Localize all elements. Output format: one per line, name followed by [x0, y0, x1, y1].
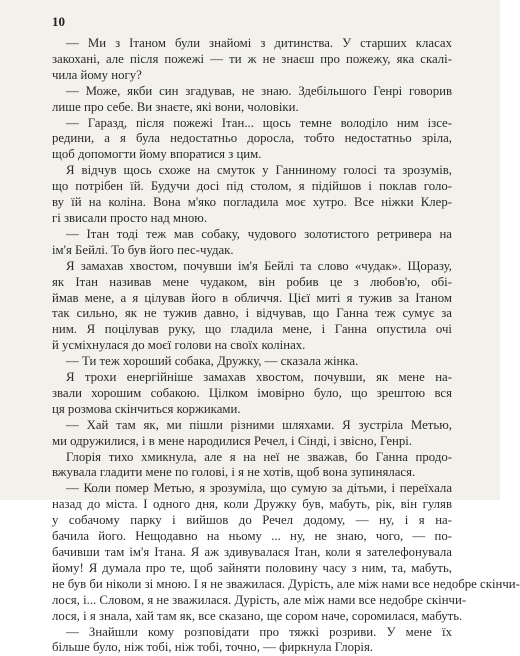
text-line: — Може, якби син згадував, не знаю. Здебільшого Генрі говорив: [66, 83, 452, 98]
text-line: й усміхнулася до моєї голови на своїх колінах.: [52, 338, 306, 353]
text-line: — Коли помер Метью, я зрозуміла, що сумую за дітьми, і переїхала: [66, 481, 452, 496]
text-line: — Ми з Ітаном були знайомі з дитинства. У старших класах: [66, 36, 452, 50]
text-line: гі звисали просто над мною.: [52, 210, 208, 225]
paragraph: [52, 163, 452, 227]
text-line: ймав мене, а я цілував його в обличчя. Цієї миті я тужив за Ітаном: [52, 290, 452, 305]
text-line: не був би ніколи зі мною. І я не зважилася. Дурість, але між нами все недобре скінчи-: [52, 576, 520, 591]
text-line: лише про себе. Ви знаєте, які вони, чоловіки.: [52, 99, 299, 114]
paragraph: [52, 354, 452, 370]
paragraph: [52, 36, 452, 84]
text-line: лося, і... Словом, я не зважилася. Дурість, але між нами все недобре скінчи-: [52, 592, 467, 607]
text-line: Глорія тихо хмикнула, але я на неї не зважав, бо Ганна продо-: [66, 449, 452, 464]
text-line: більше було, ніж тобі, ніж тобі, точно, — фиркнула Глорія.: [52, 640, 374, 655]
text-line: — Хай там як, ми пішли різними шляхами. Я зустріла Метью,: [66, 417, 452, 432]
text-line: бачила його. Нещодавно на ньому ... ну, не знаю, чого, — по-: [52, 529, 452, 544]
paragraph: [52, 418, 452, 450]
text-line: бачивши там ім'я Ітана. Я аж здивувалася Ітан, коли я зателефонувала: [52, 545, 452, 559]
text-line: — Ти теж хороший собака, Дружку, — сказала жінка.: [66, 354, 359, 369]
text-line: — Ітан тоді теж мав собаку, чудового золотистого ретривера на: [66, 226, 452, 241]
text-line: — Гаразд, після пожежі Ітан... щось темне володіло ним ізсе-: [66, 115, 452, 130]
paragraph: [52, 450, 452, 482]
text-line: звали хорошим собакою. Цілком імовірно було, що зрештою вся: [52, 385, 452, 400]
text-line: йому! Я думала про те, щоб зайняти половину часу з ним, та, мабуть,: [52, 560, 452, 575]
paragraph: [52, 116, 452, 164]
text-line: так сильно, як не тужив давно, і відчував, що Ганна теж сумує за: [52, 306, 452, 321]
text-line: чила йому ногу?: [52, 67, 142, 82]
text-line: — Знайшли кому розповідати про тяжкі розриви. У мене їх: [66, 624, 452, 639]
paragraph: [52, 259, 452, 354]
text-line: редини, а я була недостатньо доросла, тобто недостатньо зріла,: [52, 131, 452, 146]
paragraph: [52, 625, 452, 656]
paragraph: [52, 481, 520, 624]
text-line: що потрібен їй. Будучи досі під столом, я підійшов і поклав голо-: [52, 179, 452, 194]
text-line: назад до міста. І одного дня, коли Дружку був, мабуть, рік, він гуляв: [52, 497, 452, 512]
paragraph: [52, 227, 452, 259]
text-line: ім'я Бейлі. То був його пес-чудак.: [52, 242, 234, 257]
paragraph: [52, 370, 452, 418]
paragraph: [52, 84, 452, 116]
text-line: вжувала гладити мене по голові, і я не хотів, щоб вона зупинялася.: [52, 465, 416, 480]
text-line: ця розмова скінчиться коржиками.: [52, 401, 241, 416]
text-line: щоб допомогти йому впоратися з цим.: [52, 147, 262, 162]
text-line: ми одружилися, і в мене народилися Речел, і Сінді, і звісно, Генрі.: [52, 433, 413, 448]
text-line: Я трохи енергійніше замахав хвостом, почувши, як мене на-: [66, 370, 452, 385]
text-line: закохані, але після пожежі — ти ж не знаєш про пожежу, яка скалі-: [52, 51, 452, 66]
text-line: як Ітан називав мене чудаком, він робив це з любов'ю, обі-: [52, 274, 452, 289]
text-line: у собачому парку і вийшов до Речел додому, — ну, і я на-: [52, 513, 452, 528]
text-line: ву їй на коліна. Вона м'яко погладила моє хутро. Все ніжки Клер-: [52, 195, 452, 210]
text-line: Я відчув щось схоже на смуток у Ганниному голосі та зрозумів,: [66, 163, 452, 178]
text-line: Я замахав хвостом, почувши ім'я Бейлі та слово «чудак». Щоразу,: [66, 258, 452, 273]
text-line: ним. Я поцілував руку, що гладила мене, і Ганна опустила очі: [52, 322, 452, 337]
body-text: [52, 36, 520, 656]
page-number: 10: [52, 14, 65, 29]
text-line: лося, і я знала, хай там як, все сказано, ще сором наче, соромилася, мабуть.: [52, 608, 463, 623]
